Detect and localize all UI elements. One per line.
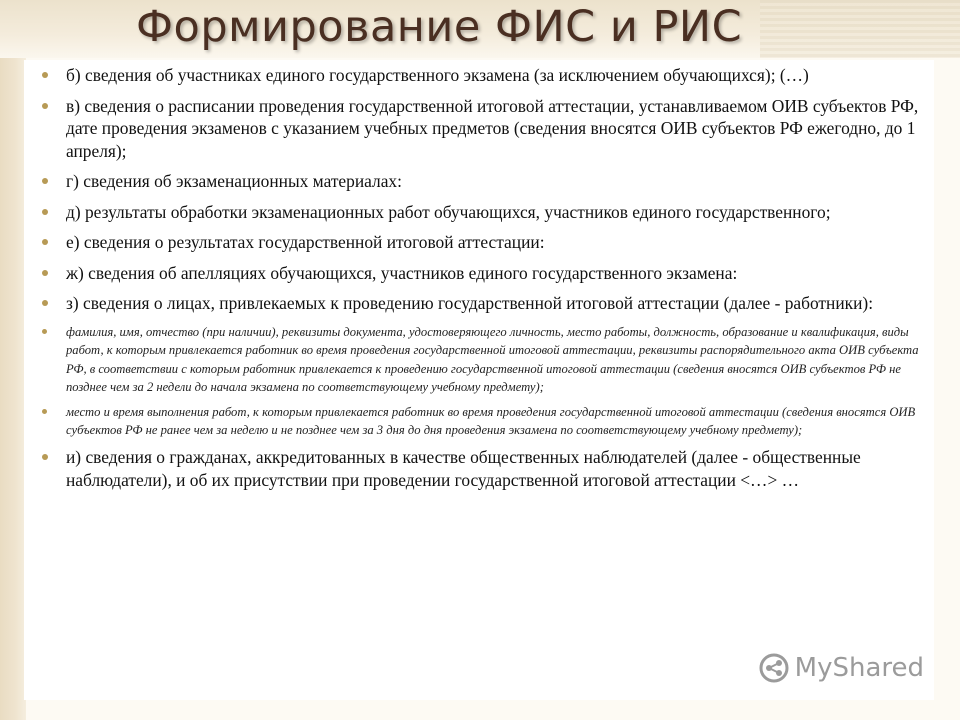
bullet-dot-icon bbox=[42, 239, 48, 245]
bullet-text: з) сведения о лицах, привлекаемых к проведению государственной итоговой аттестации (далее - работники): bbox=[66, 293, 874, 313]
bullet-text: и) сведения о гражданах, аккредитованных в качестве общественных наблюдателей (далее - общественные наблюдатели), и об их присутствии при проведении государственной итоговой аттестации <…> … bbox=[66, 447, 861, 490]
bullet-item-i bbox=[42, 446, 922, 491]
left-decor-band bbox=[0, 0, 26, 720]
sub-bullet-item-1 bbox=[42, 323, 922, 397]
myshared-logo-icon bbox=[759, 653, 789, 683]
bullet-item-b bbox=[42, 64, 922, 87]
bullet-dot-icon bbox=[42, 454, 48, 460]
bullet-item-v bbox=[42, 95, 922, 163]
watermark-text: MyShared bbox=[794, 653, 924, 683]
bullet-dot-icon bbox=[42, 270, 48, 276]
bullet-dot-icon bbox=[42, 409, 47, 414]
bullet-text: б) сведения об участниках единого государственного экзамена (за исключением обучающихся); (…) bbox=[66, 65, 809, 85]
bullet-text: г) сведения об экзаменационных материалах: bbox=[66, 171, 402, 191]
bullet-text: место и время выполнения работ, к которым привлекается работник во время проведения государственной итоговой аттестации (сведения вносятся ОИВ субъектов РФ не ранее чем за неделю и не позднее чем за 3 дня до дня проведения экзамена по соответствующему учебному предмету); bbox=[66, 404, 916, 438]
top-right-decor-strip bbox=[760, 0, 960, 58]
bullet-text: в) сведения о расписании проведения государственной итоговой аттестации, устанавливаемом ОИВ субъектов РФ, дате проведения экзаменов с указанием учебных предметов (сведения вносятся ОИВ субъектов РФ ежегодно, до 1 апреля); bbox=[66, 95, 919, 161]
bullet-dot-icon bbox=[42, 300, 48, 306]
bullet-item-e bbox=[42, 231, 922, 254]
bullet-list bbox=[42, 64, 922, 499]
bullet-text: ж) сведения об апелляциях обучающихся, участников единого государственного экзамена: bbox=[66, 262, 738, 283]
bullet-item-zh bbox=[42, 262, 922, 285]
bullet-dot-icon bbox=[42, 329, 47, 334]
bullet-dot-icon bbox=[42, 178, 48, 184]
bullet-text: д) результаты обработки экзаменационных работ обучающихся, участников единого государственного; bbox=[66, 201, 831, 222]
bullet-dot-icon bbox=[42, 209, 48, 215]
bullet-item-g bbox=[42, 170, 922, 193]
bullet-item-d bbox=[42, 201, 922, 224]
slide-title: Формирование ФИС и РИС bbox=[136, 2, 743, 52]
watermark bbox=[759, 653, 924, 683]
bullet-text: фамилия, имя, отчество (при наличии), реквизиты документа, удостоверяющего личность, место работы, должность, образование и квалификация, виды работ, к которым привлекается работник во время проведения государственной итоговой аттестации, реквизиты распорядительного акта ОИВ субъекта РФ, в соответствии с которым работник привлекается к проведению государственной итоговой аттестации (сведения вносятся ОИВ субъектов РФ не позднее чем за 2 недели до начала экзамена по соответствующему учебному предмету); bbox=[66, 324, 919, 395]
sub-bullet-item-2 bbox=[42, 403, 922, 440]
bullet-item-z bbox=[42, 292, 922, 315]
bullet-dot-icon bbox=[42, 103, 48, 109]
bullet-text: е) сведения о результатах государственной итоговой аттестации: bbox=[66, 232, 545, 252]
bullet-dot-icon bbox=[42, 72, 48, 78]
